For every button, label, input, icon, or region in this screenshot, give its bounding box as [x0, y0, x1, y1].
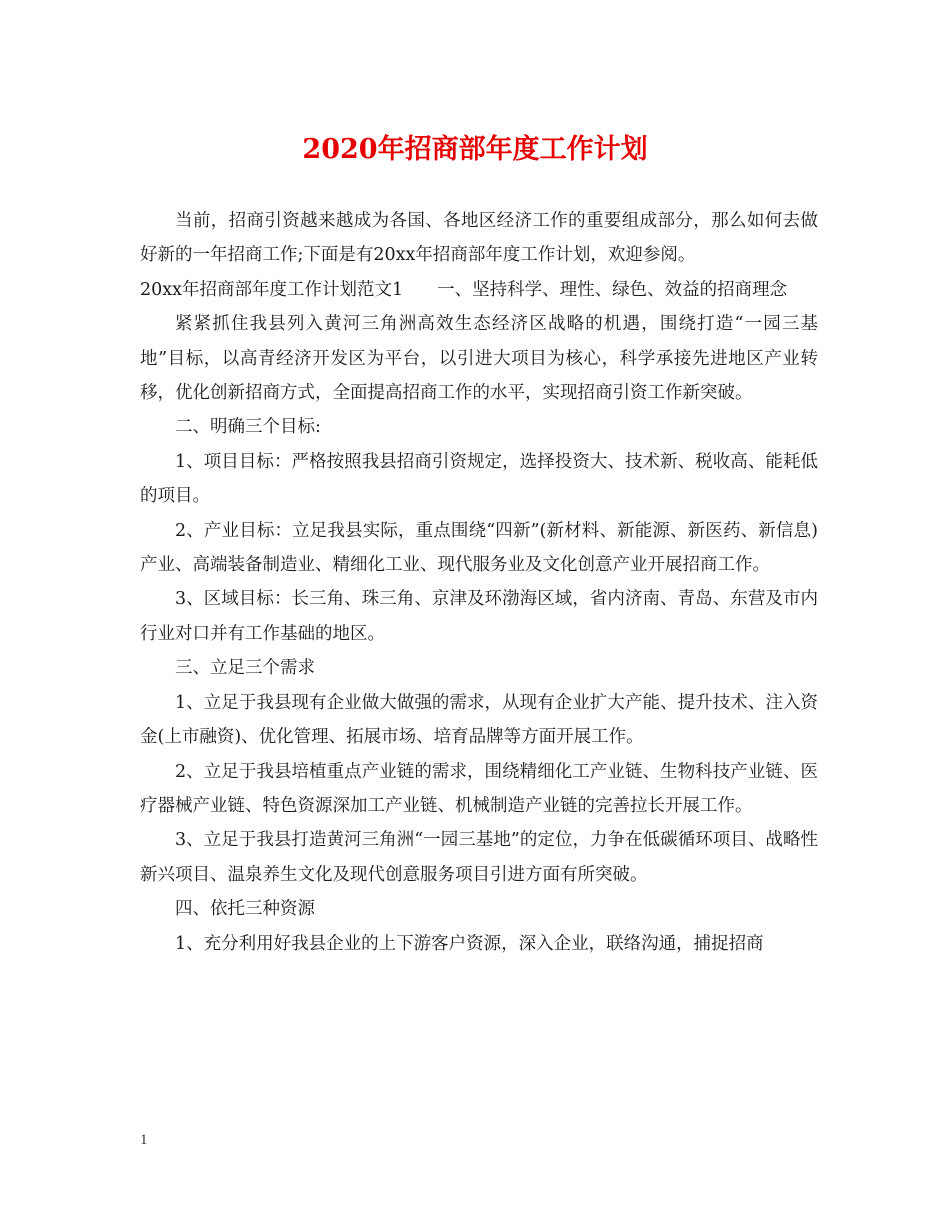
section-3-heading: 三、立足三个需求	[175, 658, 315, 679]
section-4-item: 1、充分利用好我县企业的上下游客户资源，深入企业，联络沟通，捕捉招商	[175, 933, 764, 954]
section-3-item: 3、立足于我县打造黄河三角洲“一园三基地”的定位，力争在低碳循环项目、战略性新兴项目、温泉养生文化及现代创意服务项目引进方面有所突破。	[140, 830, 818, 885]
section-1-heading: 一、坚持科学、理性、绿色、效益的招商理念	[437, 279, 788, 300]
page-number: 1	[140, 1132, 148, 1148]
section-1-body: 紧紧抓住我县列入黄河三角洲高效生态经济区战略的机遇，围绕打造“一园三基地”目标，以高青经济开发区为平台，以引进大项目为核心，科学承接先进地区产业转移，优化创新招商方式，全面提高招商工作的水平，实现招商引资工作新突破。	[140, 314, 818, 404]
section-2-item: 1、项目目标：严格按照我县招商引资规定，选择投资大、技术新、税收高、能耗低的项目。	[140, 451, 818, 507]
section-3-item: 2、立足于我县培植重点产业链的需求，围绕精细化工产业链、生物科技产业链、医疗器械产业链、特色资源深加工产业链、机械制造产业链的完善拉长开展工作。	[140, 761, 818, 816]
sample-label: 20xx年招商部年度工作计划范文1	[140, 279, 404, 300]
section-2-heading: 二、明确三个目标:	[175, 417, 321, 438]
section-2-item: 3、区域目标：长三角、珠三角、京津及环渤海区域，省内济南、青岛、东营及市内行业对口并有工作基础的地区。	[140, 589, 818, 644]
document-title: 2020年招商部年度工作计划	[302, 134, 648, 165]
section-2-item: 2、产业目标：立足我县实际，重点围绕“四新”(新材料、新能源、新医药、新信息)产业、高端装备制造业、精细化工业、现代服务业及文化创意产业开展招商工作。	[140, 520, 818, 576]
intro-paragraph: 当前，招商引资越来越成为各国、各地区经济工作的重要组成部分，那么如何去做好新的一年招商工作;下面是有20xx年招商部年度工作计划，欢迎参阅。	[140, 211, 818, 266]
document-body	[140, 204, 818, 961]
section-3-item: 1、立足于我县现有企业做大做强的需求，从现有企业扩大产能、提升技术、注入资金(上市融资)、优化管理、拓展市场、培育品牌等方面开展工作。	[140, 692, 818, 748]
sample-heading-line	[140, 273, 818, 307]
section-4-heading: 四、依托三种资源	[175, 899, 315, 920]
